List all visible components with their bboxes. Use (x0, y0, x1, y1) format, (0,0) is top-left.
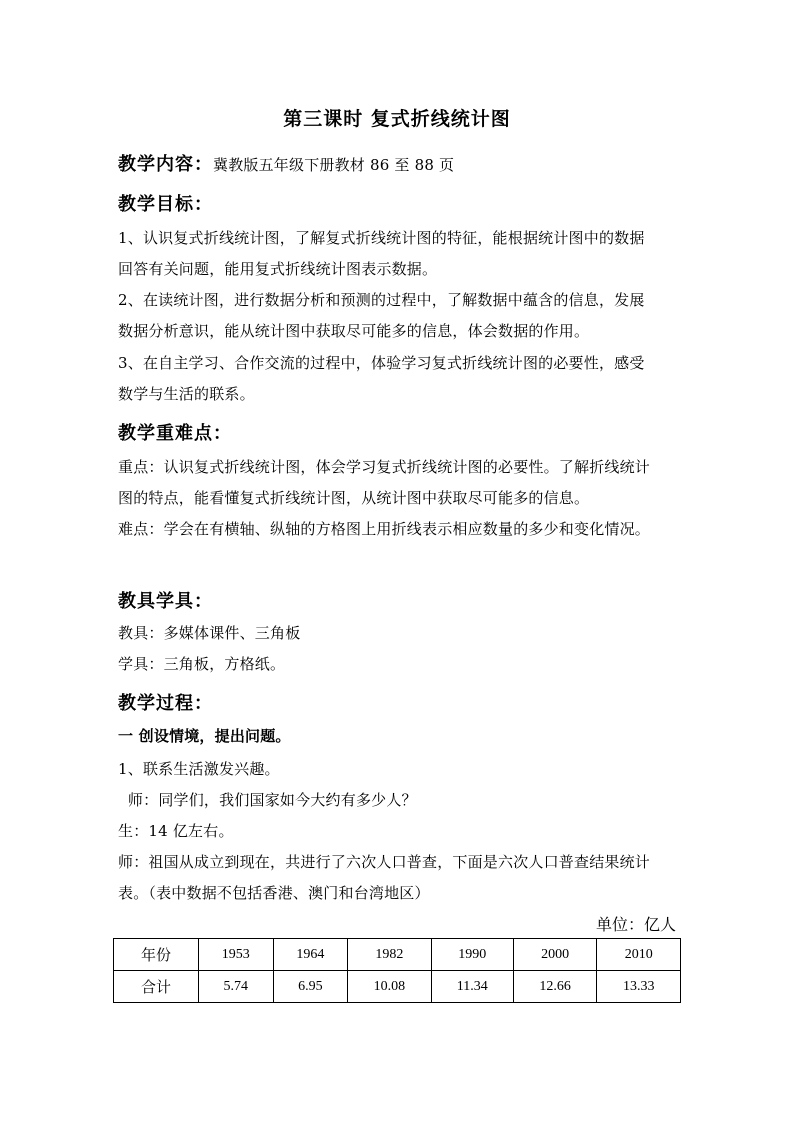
content-label: 教学内容： (118, 154, 213, 175)
key-points-line: 难点：学会在有横轴、纵轴的方格图上用折线表示相应数量的多少和变化情况。 (118, 520, 651, 538)
table-row (114, 939, 681, 971)
process-heading: 教学过程： (118, 693, 213, 714)
table-cell: 11.34 (431, 971, 513, 1003)
census-table (113, 938, 681, 1003)
table-cell: 6.95 (273, 971, 348, 1003)
table-cell: 2010 (597, 939, 681, 971)
goals-line: 3、在自主学习、合作交流的过程中，体验学习复式折线统计图的必要性，感受 (118, 354, 645, 372)
goals-line: 回答有关问题，能用复式折线统计图表示数据。 (118, 260, 438, 278)
process-line: 1、联系生活激发兴趣。 (118, 760, 280, 778)
process-line: 师：同学们，我们国家如今大约有多少人？ (118, 791, 417, 809)
table-cell: 2000 (513, 939, 597, 971)
process-line: 表。（表中数据不包括香港、澳门和台湾地区） (118, 884, 430, 902)
row-header: 合计 (114, 971, 199, 1003)
table-cell: 1964 (273, 939, 348, 971)
section-heading: 一 创设情境，提出问题。 (118, 727, 291, 745)
goals-line: 2、在读统计图，进行数据分析和预测的过程中，了解数据中蕴含的信息，发展 (118, 291, 645, 309)
key-points-line: 重点：认识复式折线统计图，体会学习复式折线统计图的必要性。了解折线统计 (118, 458, 651, 476)
table-row (114, 971, 681, 1003)
table-cell: 1953 (199, 939, 274, 971)
table-cell: 1990 (431, 939, 513, 971)
process-line: 师：祖国从成立到现在，共进行了六次人口普查，下面是六次人口普查结果统计 (118, 853, 651, 871)
table-cell: 13.33 (597, 971, 681, 1003)
table-cell: 10.08 (348, 971, 432, 1003)
table-cell: 5.74 (199, 971, 274, 1003)
student-tools: 学具：三角板，方格纸。 (118, 655, 286, 673)
table-cell: 1982 (348, 939, 432, 971)
tools-heading: 教具学具： (118, 591, 213, 612)
row-header: 年份 (114, 939, 199, 971)
content-line (118, 150, 454, 176)
content-text: 冀教版五年级下册教材 86 至 88 页 (213, 156, 455, 174)
page-title: 第三课时 复式折线统计图 (283, 108, 511, 130)
teacher-tools: 教具：多媒体课件、三角板 (118, 624, 301, 642)
goals-line: 1、认识复式折线统计图，了解复式折线统计图的特征，能根据统计图中的数据 (118, 229, 645, 247)
goals-line: 数学与生活的联系。 (118, 385, 255, 403)
goals-heading: 教学目标： (118, 194, 213, 215)
key-points-line: 图的特点，能看懂复式折线统计图，从统计图中获取尽可能多的信息。 (118, 489, 590, 507)
goals-line: 数据分析意识，能从统计图中获取尽可能多的信息，体会数据的作用。 (118, 322, 590, 340)
key-points-heading: 教学重难点： (118, 423, 232, 444)
process-line: 生：14 亿左右。 (118, 822, 234, 840)
table-unit: 单位：亿人 (595, 915, 676, 934)
table-cell: 12.66 (513, 971, 597, 1003)
